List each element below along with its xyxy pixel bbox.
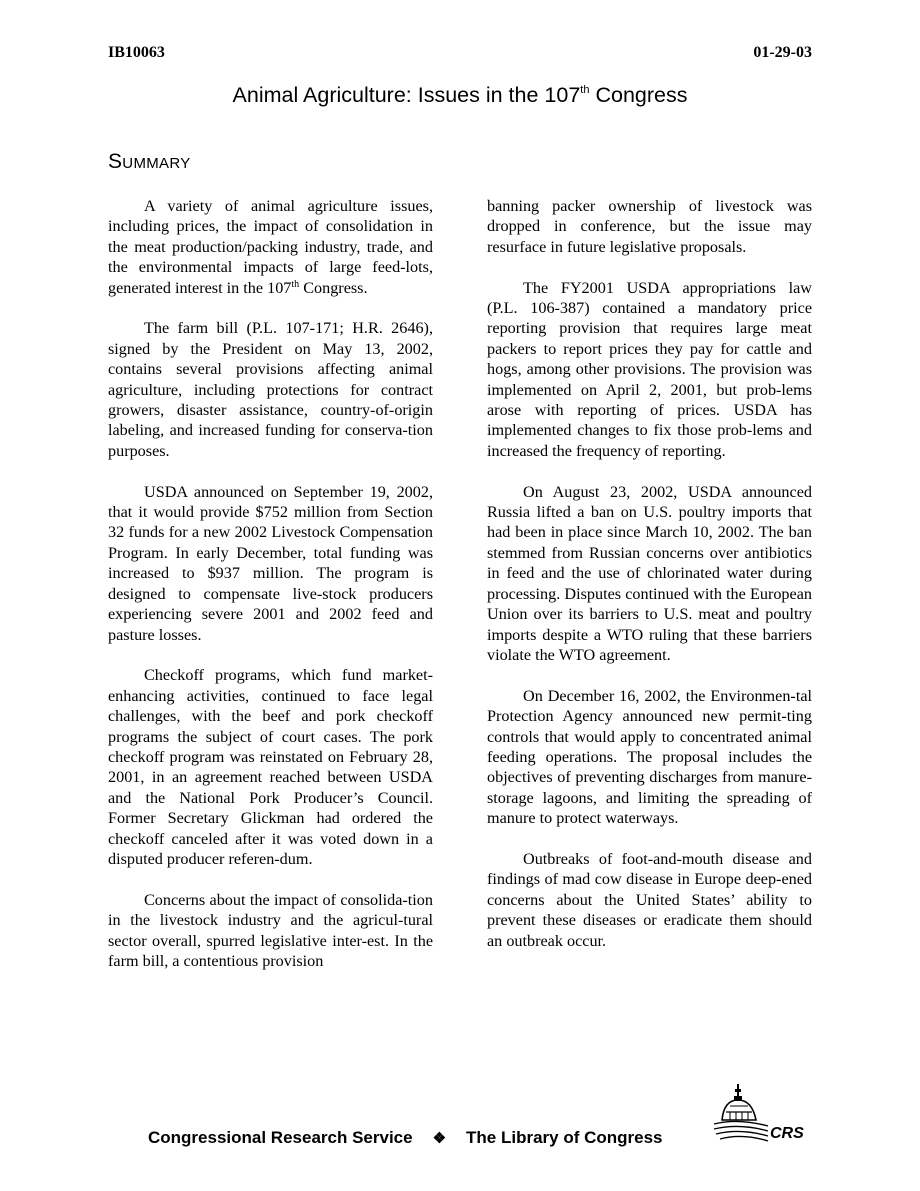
paragraph-issues-superscript: th [291, 278, 300, 290]
paragraph-disease-outbreaks: Outbreaks of foot-and-mouth disease and findings of mad cow disease in Europe deep-ened concerns about the United States’ ability to prevent these diseases or eradicate them should an outbreak occur. [487, 849, 812, 950]
paragraph-checkoff: Checkoff programs, which fund market-enhancing activities, continued to face legal challenges, with the beef and pork checkoff programs the subject of court cases. The pork checkoff program was reinstated on February 28, 2001, in an agreement reached between USDA and the National Pork Producer’s Council. Former Secretary Glickman had ordered the checkoff canceled after it was voted down in a disputed producer referen-dum. [108, 666, 433, 868]
page-title [0, 83, 920, 108]
crs-logo-text: CRS [770, 1125, 804, 1142]
crs-capitol-logo-icon [712, 1080, 812, 1150]
paragraph-livestock-compensation: USDA announced on September 19, 2002, that it would provide $752 million from Section 32 funds for a new 2002 Livestock Compensation Program. In early December, total funding was increased to $937 million. The program is designed to compensate live-stock producers experiencing severe 2001 and 2002 feed and pasture losses. [108, 482, 433, 644]
paragraph-issues-suffix: Congress. [299, 278, 368, 297]
paragraph-epa-permits: On December 16, 2002, the Environmen-tal Protection Agency announced new permit-ting controls that would apply to concentrated animal feeding operations. The proposal includes the objectives of preventing discharges from manure-storage lagoons, and limiting the spreading of manure to protect waterways. [487, 686, 812, 828]
footer-library: The Library of Congress [466, 1128, 663, 1147]
paragraph-farm-bill: The farm bill (P.L. 107-171; H.R. 2646), signed by the President on May 13, 2002, contains several provisions affecting animal agriculture, including protections for contract growers, disaster assistance, country-of-origin labeling, and increased funding for conserva-tion purposes. [108, 319, 433, 460]
paragraph-issues [108, 196, 433, 298]
title-superscript: th [580, 84, 590, 96]
paragraph-russia-poultry: On August 23, 2002, USDA announced Russia lifted a ban on U.S. poultry imports that had been in place since March 10, 2002. The ban stemmed from Russian concerns over antibiotics in feed and the use of chlorinated water during processing. Disputes continued with the European Union over its barriers to U.S. meat and poultry imports despite a WTO ruling that these barriers violate the WTO agreement. [487, 482, 812, 664]
paragraph-consolidation-continued: banning packer ownership of livestock was dropped in conference, but the issue may resurface in future legislative proposals. [487, 197, 812, 256]
section-heading: Summary [108, 150, 191, 173]
right-column [487, 196, 812, 971]
paragraph-price-reporting: The FY2001 USDA appropriations law (P.L. 106-387) contained a mandatory price reporting provision that requires large meat packers to report prices they pay for cattle and hogs, among other provisions. The provision was implemented on April 2, 2001, but prob-lems arose with reporting of prices. USDA has implemented changes to fix those prob-lems and increased the frequency of reporting. [487, 278, 812, 460]
report-id: IB10063 [108, 44, 165, 61]
paragraph-issues-text: A variety of animal agriculture issues, including prices, the impact of consolidation in the meat production/packing industry, trade, and the environmental impacts of large feed-lots, generated interest in the 107 [108, 197, 433, 297]
footer-separator: ❖ [432, 1130, 447, 1147]
title-suffix: Congress [589, 83, 688, 107]
left-column [108, 196, 433, 992]
paragraph-consolidation: Concerns about the impact of consolida-tion in the livestock industry and the agricul-tural sector overall, spurred legislative inter-est. In the farm bill, a contentious provision [108, 890, 433, 970]
report-date: 01-29-03 [753, 44, 812, 61]
footer-crs: Congressional Research Service [148, 1128, 413, 1147]
footer [148, 1128, 663, 1148]
title-main: Animal Agriculture: Issues in the 107 [232, 83, 581, 107]
